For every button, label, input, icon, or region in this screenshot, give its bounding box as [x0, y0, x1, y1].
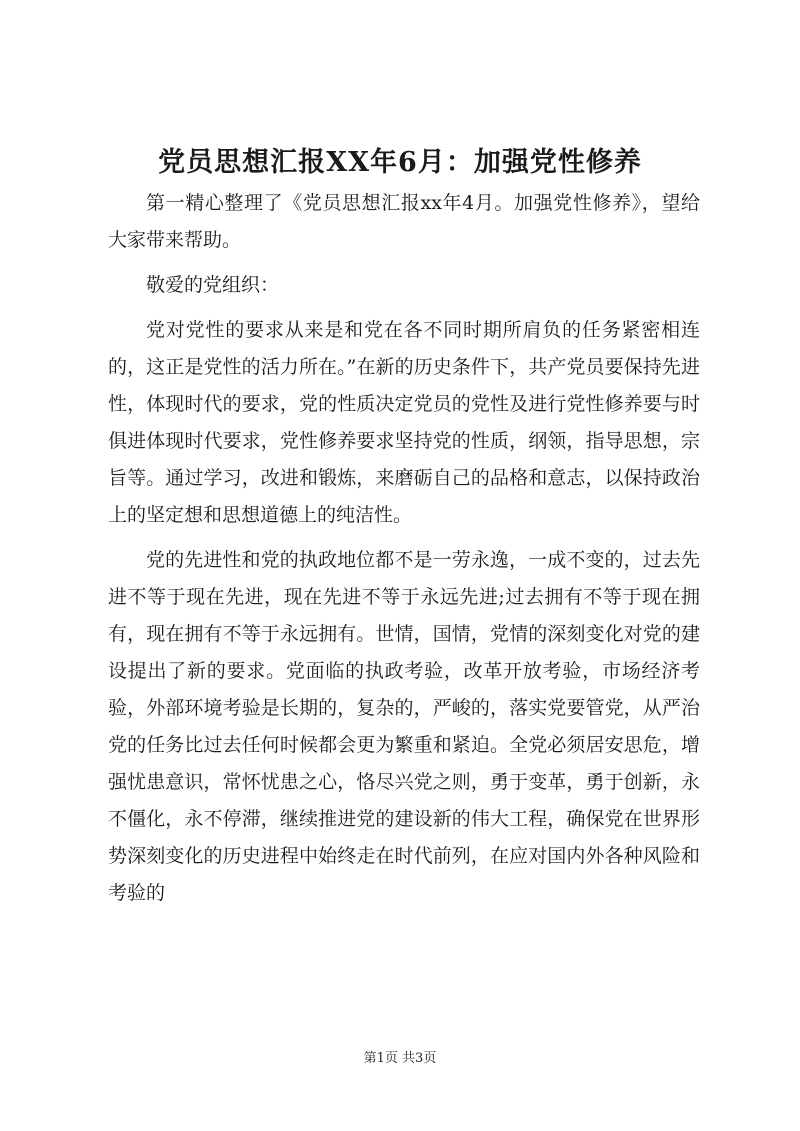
body-paragraph-1: 党对党性的要求从来是和党在各不同时期所肩负的任务紧密相连的，这正是党性的活力所在。”在新的历史条件下，共产党员要保持先进性，体现时代的要求，党的性质决定党员的党性及进行党性修养要与时俱进体现时代要求，党性修养要求坚持党的性质，纲领，指导思想，宗旨等。通过学习，改进和锻炼，来磨砺自己的品格和意志，以保持政治上的坚定想和思想道德上的纯洁性。 [108, 319, 700, 526]
intro-paragraph: 第一精心整理了《党员思想汇报xx年4月。加强党性修养》，望给大家带来帮助。 [108, 192, 700, 251]
document-title: 党员思想汇报XX年6月：加强党性修养 [158, 147, 642, 178]
page-footer: 第1页 共3页 [363, 1051, 437, 1066]
body-paragraph-2: 党的先进性和党的执政地位都不是一劳永逸，一成不变的，过去先进不等于现在先进，现在先进不等于永远先进;过去拥有不等于现在拥有，现在拥有不等于永远拥有。世情，国情，党情的深刻变化对党的建设提出了新的要求。党面临的执政考验，改革开放考验，市场经济考验，外部环境考验是长期的，复杂的，严峻的，落实党要管党，从严治党的任务比过去任何时候都会更为繁重和紧迫。全党必须居安思危，增强忧患意识，常怀忧患之心，恪尽兴党之则，勇于变革，勇于创新，永不僵化，永不停滞，继续推进党的建设新的伟大工程，确保党在世界形势深刻变化的历史进程中始终走在时代前列，在应对国内外各种风险和考验的 [108, 549, 700, 904]
document-body [108, 185, 700, 920]
salutation: 敬爱的党组织： [146, 274, 280, 296]
